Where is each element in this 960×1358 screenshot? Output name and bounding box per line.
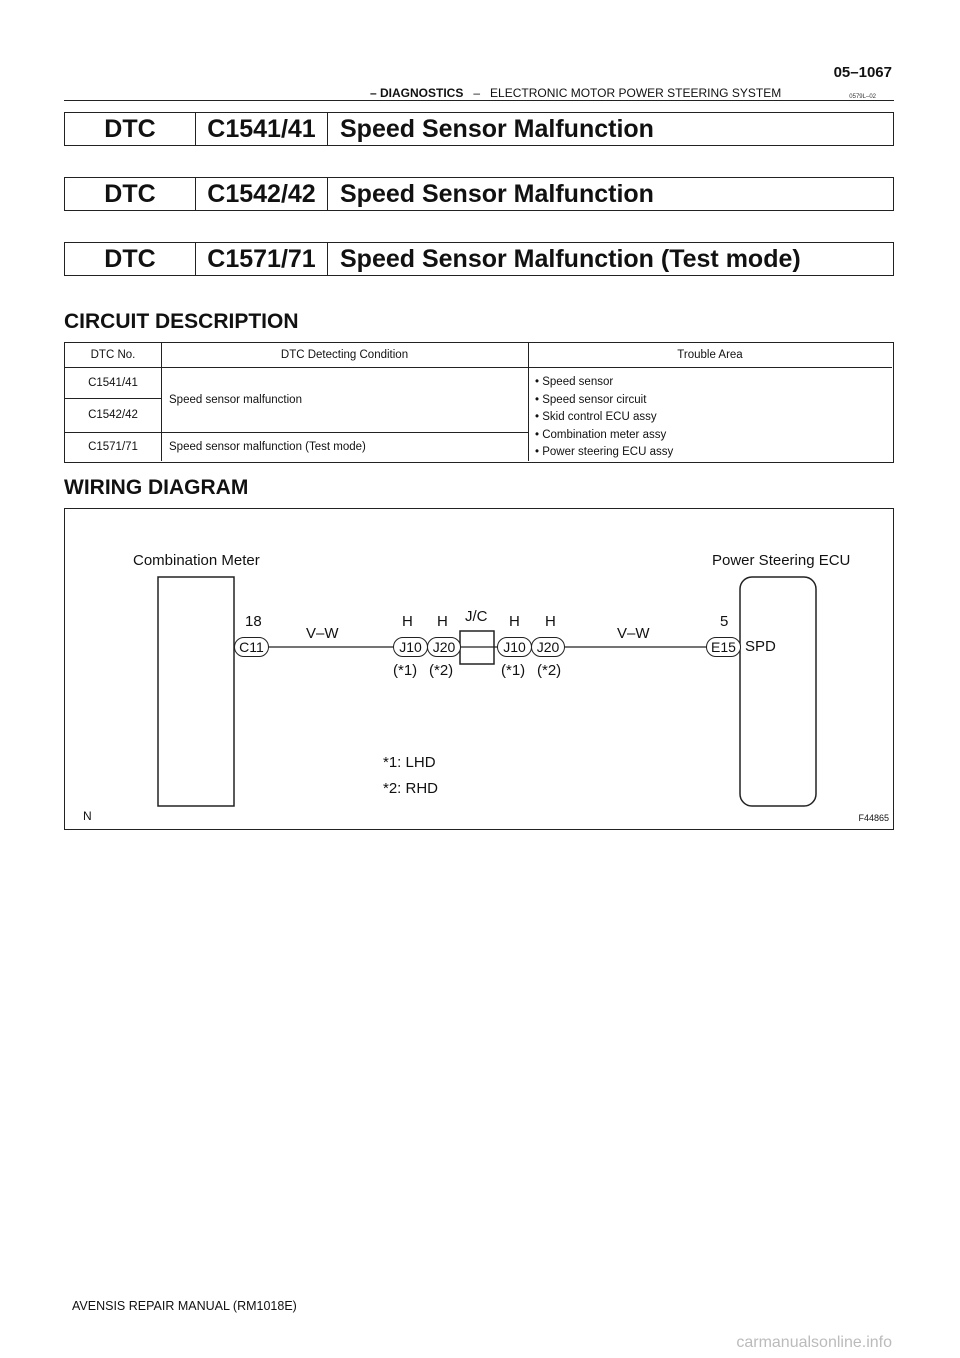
list-item: • Power steering ECU assy — [535, 444, 885, 462]
dtc-title: Speed Sensor Malfunction (Test mode) — [340, 244, 801, 273]
table-header-condition: DTC Detecting Condition — [280, 349, 409, 361]
table-cell-condition: Speed sensor malfunction (Test mode) — [169, 440, 366, 453]
variant-mark: (*1) — [393, 662, 418, 679]
variant-mark: (*2) — [537, 662, 562, 679]
wire-color-left: V–W — [306, 625, 339, 642]
left-pin-number: 18 — [245, 613, 262, 630]
list-item: • Speed sensor — [535, 374, 885, 392]
corner-mark: N — [83, 809, 92, 823]
list-item: • Combination meter assy — [535, 427, 885, 445]
header-subsection: ELECTRONIC MOTOR POWER STEERING SYSTEM — [490, 86, 782, 100]
table-cell-dtc: C1542/42 — [88, 409, 138, 421]
document-code: 0579L–02 — [849, 94, 876, 100]
dtc-label: DTC — [65, 178, 196, 210]
header-section: – DIAGNOSTICS — [370, 86, 464, 100]
footer-manual-title: AVENSIS REPAIR MANUAL (RM1018E) — [72, 1299, 297, 1313]
dtc-label: DTC — [65, 113, 196, 145]
header-separator: – — [473, 86, 481, 100]
table-header-trouble-area: Trouble Area — [677, 349, 743, 361]
connector-e15: E15 — [706, 637, 741, 657]
table-cell-trouble-area — [535, 374, 885, 462]
harness-label-h: H — [402, 613, 413, 630]
harness-label-h: H — [545, 613, 556, 630]
combination-meter-block — [158, 577, 234, 806]
connector-j10-left: J10 — [393, 637, 428, 657]
power-steering-ecu-label: Power Steering ECU — [712, 552, 851, 569]
dtc-code: C1541/41 — [196, 113, 328, 145]
table-rule — [161, 343, 162, 461]
connector-j10-right: J10 — [497, 637, 532, 657]
dtc-title: Speed Sensor Malfunction — [340, 179, 654, 208]
variant-mark: (*2) — [429, 662, 454, 679]
variant-mark: (*1) — [501, 662, 526, 679]
connector-c11: C11 — [234, 637, 269, 657]
connector-j20-left: J20 — [427, 637, 461, 657]
dtc-label: DTC — [65, 243, 196, 275]
header-rule — [64, 100, 894, 101]
terminal-spd: SPD — [745, 638, 776, 655]
wire-color-right: V–W — [617, 625, 650, 642]
list-item: • Skid control ECU assy — [535, 409, 885, 427]
wiring-diagram-heading: WIRING DIAGRAM — [64, 476, 249, 499]
circuit-description-heading: CIRCUIT DESCRIPTION — [64, 310, 299, 333]
harness-label-h: H — [509, 613, 520, 630]
dtc-title-box-2 — [64, 177, 894, 211]
dtc-title-box-1 — [64, 112, 894, 146]
dtc-title: Speed Sensor Malfunction — [340, 114, 654, 143]
combination-meter-label: Combination Meter — [133, 552, 260, 569]
note-rhd: *2: RHD — [383, 780, 439, 797]
dtc-title-box-3 — [64, 242, 894, 276]
right-pin-number: 5 — [720, 613, 729, 630]
list-item: • Speed sensor circuit — [535, 392, 885, 410]
table-cell-dtc: C1571/71 — [88, 440, 138, 453]
jc-label: J/C — [465, 608, 488, 625]
running-header — [370, 86, 781, 100]
power-steering-ecu-block — [740, 577, 816, 806]
table-rule — [528, 343, 529, 461]
connector-j20-right: J20 — [531, 637, 565, 657]
note-lhd: *1: LHD — [383, 754, 436, 771]
table-cell-dtc: C1541/41 — [88, 376, 138, 389]
table-cell-condition: Speed sensor malfunction — [169, 393, 302, 406]
dtc-table — [64, 342, 894, 463]
watermark: carmanualsonline.info — [736, 1334, 892, 1351]
harness-label-h: H — [437, 613, 448, 630]
dtc-code: C1542/42 — [196, 178, 328, 210]
figure-id: F44865 — [858, 813, 889, 823]
table-header-dtc-no: DTC No. — [90, 349, 136, 361]
dtc-code: C1571/71 — [196, 243, 328, 275]
wiring-diagram — [64, 508, 894, 830]
page-number: 05–1067 — [833, 64, 892, 81]
